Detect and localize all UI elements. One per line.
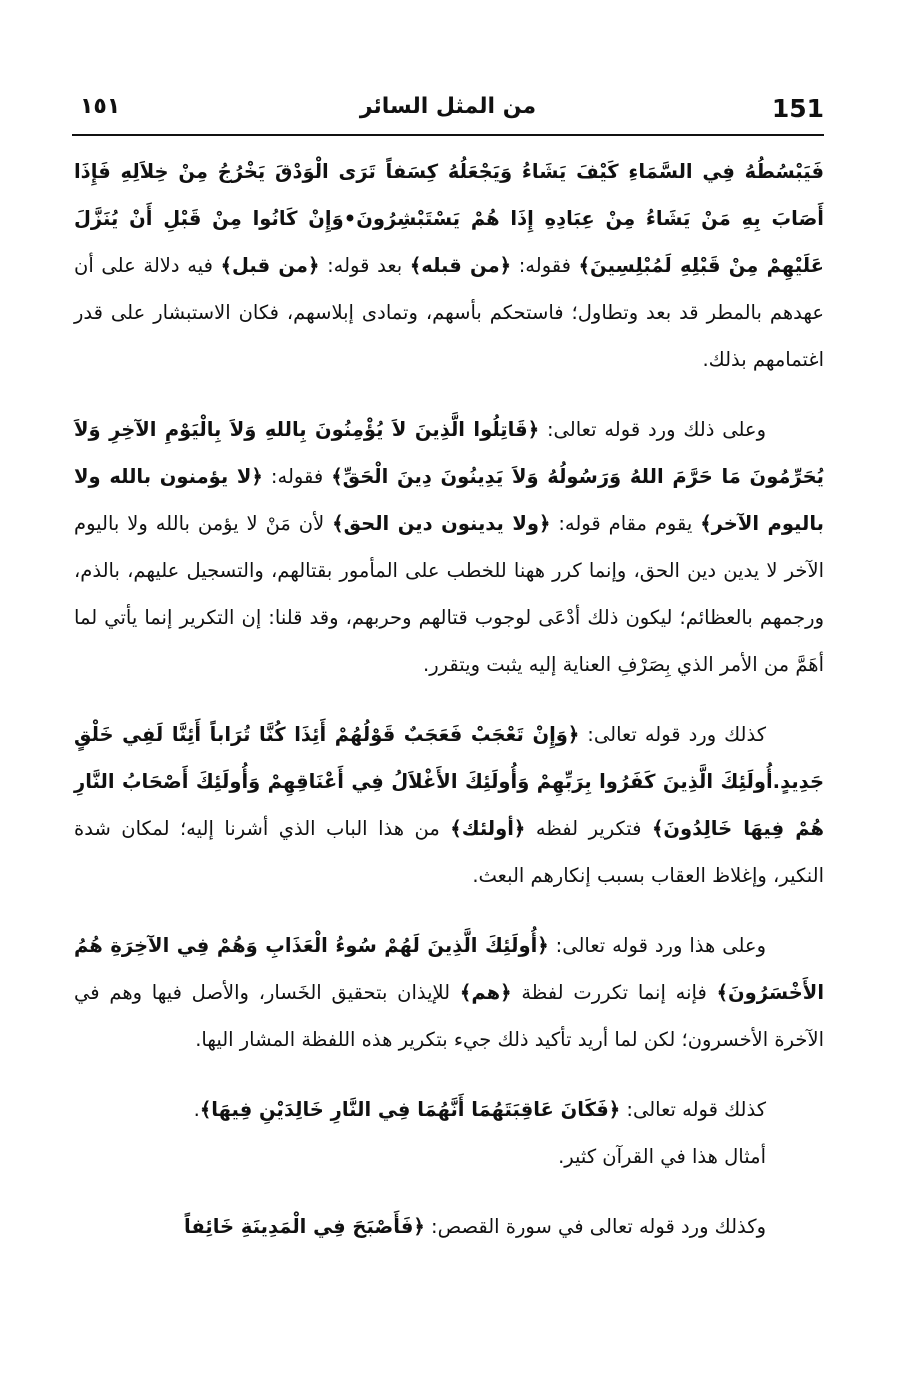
quran-quote: ﴿لا يؤمنون بالله ولا باليوم الآخر﴾ <box>74 465 824 535</box>
quran-quote: ﴿من قبل﴾ <box>220 254 320 277</box>
paragraph-4 <box>74 922 824 1063</box>
quran-quote: ﴿من قبله﴾ <box>409 254 512 277</box>
body-text <box>74 148 824 1250</box>
text-run: من هذا الباب الذي أشرنا إليه؛ لمكان شدة النكير، وإغلاظ العقاب بسبب إنكارهم البعث. <box>74 817 824 887</box>
text-run: . <box>193 1098 200 1121</box>
paragraph-6 <box>74 1133 824 1180</box>
quran-quote: ﴿ولا يدينون دين الحق﴾ <box>332 512 551 535</box>
text-run: بعد قوله: <box>319 254 410 277</box>
text-run: فقوله: <box>262 465 332 488</box>
page-number-arabic: ١٥١ <box>80 94 121 119</box>
text-run: فإنه إنما تكررت لفظة <box>511 981 717 1004</box>
text-run: لأن مَنْ لا يؤمن بالله ولا باليوم الآخر لا يدين دين الحق، وإنما كرر ههنا للخطب على المأمور بقتالهم، والتسجيل عليهم، بالذم، ورجمهم بالعظائم؛ ليكون ذلك أدْعَى لوجوب قتالهم وحربهم، وقد قلنا: إن التكرير إنما يأتي لما أهَمَّ من الأمر الذي بِصَرْفِ العناية إليه يثبت ويتقرر. <box>74 512 824 676</box>
text-run: كذلك قوله تعالى: <box>620 1098 766 1121</box>
quran-quote: ﴿قَاتِلُوا الَّذِينَ لاَ يُؤْمِنُونَ بِاللهِ وَلاَ بِالْيَوْمِ الآخِرِ وَلاَ يُحَرِّمُونَ مَا حَرَّمَ اللهُ وَرَسُولُهُ وَلاَ يَدِينُونَ دِينَ الْحَقِّ﴾ <box>74 418 824 488</box>
page-number-latin: 151 <box>771 94 824 123</box>
paragraph-1 <box>74 148 824 383</box>
text-run: فيه دلالة على أن عهدهم بالمطر قد بعد وتطاول؛ فاستحكم بأسهم، وتمادى إبلاسهم، فكان الاستبشار على قدر اغتمامهم بذلك. <box>74 254 824 371</box>
paragraph-3 <box>74 711 824 899</box>
quran-quote: ﴿هم﴾ <box>459 981 512 1004</box>
text-run: فتكرير لفظه <box>525 817 652 840</box>
running-title: من المثل السائر <box>359 94 537 119</box>
text-run: كذلك ورد قوله تعالى: <box>579 723 766 746</box>
paragraph-5 <box>74 1086 824 1133</box>
quran-quote: ﴿أولئك﴾ <box>450 817 526 840</box>
quran-quote: ﴿وَإِنْ تَعْجَبْ فَعَجَبٌ قَوْلُهُمْ أَئِذَا كُنَّا تُرَاباً أَئِنَّا لَفِي خَلْقٍ جَدِيدٍ.أُولَئِكَ الَّذِينَ كَفَرُوا بِرَبِّهِمْ وَأُولَئِكَ الأَغْلاَلُ فِي أَعْنَاقِهِمْ وَأُولَئِكَ أَصْحَابُ النَّارِ هُمْ فِيهَا خَالِدُونَ﴾ <box>74 723 825 840</box>
quran-quote: ﴿فَأَصْبَحَ فِي الْمَدِينَةِ خَائِفاً <box>184 1215 425 1238</box>
paragraph-7 <box>74 1203 824 1250</box>
quran-quote: فَيَبْسُطُهُ فِي السَّمَاءِ كَيْفَ يَشَاءُ وَيَجْعَلُهُ كِسَفاً تَرَى الْوَدْقَ يَخْرُجُ مِنْ خِلاَلِهِ فَإِذَا أَصَابَ بِهِ مَنْ يَشَاءُ مِنْ عِبَادِهِ إِذَا هُمْ يَسْتَبْشِرُونَ•وَإِنْ كَانُوا مِنْ قَبْلِ أَنْ يُنَزَّلَ عَلَيْهِمْ مِنْ قَبْلِهِ لَمُبْلِسِينَ﴾ <box>74 160 824 277</box>
text-run: أمثال هذا في القرآن كثير. <box>558 1145 766 1168</box>
page-header <box>72 92 824 136</box>
quran-quote: ﴿فَكَانَ عَاقِبَتَهُمَا أَنَّهُمَا فِي النَّارِ خَالِدَيْنِ فِيهَا﴾ <box>199 1098 621 1121</box>
quran-quote: ﴿أُولَئِكَ الَّذِينَ لَهُمْ سُوءُ الْعَذَابِ وَهُمْ فِي الآخِرَةِ هُمُ الأَخْسَرُونَ﴾ <box>74 934 824 1004</box>
text-run: يقوم مقام قوله: <box>550 512 701 535</box>
text-run: فقوله: <box>511 254 579 277</box>
text-run: وكذلك ورد قوله تعالى في سورة القصص: <box>424 1215 766 1238</box>
text-run: وعلى هذا ورد قوله تعالى: <box>548 934 766 957</box>
text-run: وعلى ذلك ورد قوله تعالى: <box>539 418 766 441</box>
text-run: للإيذان بتحقيق الخَسار، والأصل فيها وهم في الآخرة الأخسرون؛ لكن لما أريد تأكيد ذلك جيء بتكرير هذه اللفظة المشار اليها. <box>74 981 824 1051</box>
paragraph-2 <box>74 406 824 688</box>
